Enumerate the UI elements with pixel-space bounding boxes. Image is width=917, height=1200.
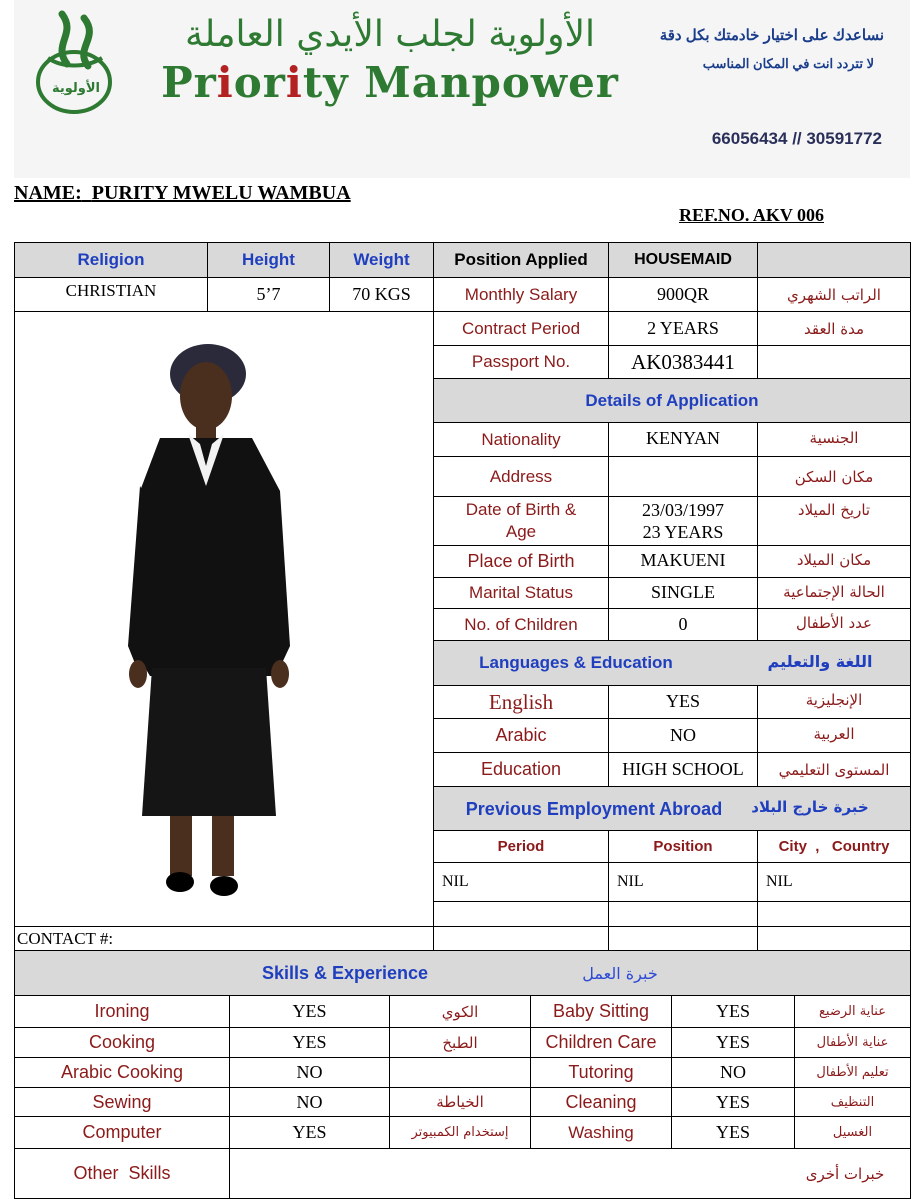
- company-logo-emblem: [22, 4, 132, 124]
- skill-arabic-computer: إستخدام الكمبيوتر: [411, 1125, 509, 1140]
- phone-numbers: 66056434 // 30591772: [711, 129, 882, 148]
- weight-value: 70 KGS: [352, 284, 411, 304]
- skill-label-arabic-cooking: Arabic Cooking: [60, 1062, 184, 1082]
- skill-value-washing: YES: [715, 1122, 750, 1142]
- skill-value-computer: YES: [292, 1122, 327, 1142]
- education-arabic: المستوى التعليمي: [778, 760, 890, 779]
- skill-label-tutoring: Tutoring: [568, 1062, 634, 1082]
- nationality-label: Nationality: [481, 429, 561, 449]
- monthly-salary-label: Monthly Salary: [464, 284, 578, 304]
- religion-header: Religion: [77, 250, 145, 269]
- skill-arabic-children-care: عناية الأطفال: [816, 1035, 889, 1050]
- city-country-column-header: City , Country: [778, 838, 890, 855]
- company-name-english: Priority Manpower: [161, 58, 619, 107]
- place-of-birth-label: Place of Birth: [467, 551, 575, 571]
- skill-label-cleaning: Cleaning: [565, 1091, 637, 1112]
- skill-value-tutoring: NO: [720, 1062, 746, 1082]
- marital-status-value: SINGLE: [651, 581, 715, 602]
- religion-value: CHRISTIAN: [65, 281, 157, 300]
- applicant-name: NAME: PURITY MWELU WAMBUA: [14, 182, 351, 204]
- height-header: Height: [242, 250, 295, 269]
- skill-value-children-care: YES: [715, 1032, 750, 1052]
- reference-number: REF.NO. AKV 006: [678, 205, 824, 225]
- passport-label: Passport No.: [471, 352, 571, 371]
- skill-arabic-ironing: الكوي: [441, 1002, 479, 1021]
- skill-label-children-care: Children Care: [545, 1032, 657, 1052]
- nationality-arabic: الجنسية: [809, 429, 859, 447]
- arabic-arabic: العربية: [813, 725, 855, 743]
- contract-period-arabic: مدة العقد: [804, 319, 864, 338]
- passport-value: AK0383441: [631, 349, 735, 374]
- contract-period-value: 2 YEARS: [647, 318, 719, 338]
- place-of-birth-value: MAKUENI: [640, 549, 726, 570]
- skill-label-ironing: Ironing: [94, 1001, 150, 1021]
- other-skills-arabic: خبرات أخرى: [805, 1164, 885, 1183]
- contract-period-label: Contract Period: [461, 318, 581, 338]
- arabic-label: Arabic: [495, 725, 547, 745]
- employment-section-title-arabic: خبرة خارج البلاد: [751, 798, 869, 816]
- marital-status-arabic: الحالة الإجتماعية: [783, 583, 885, 601]
- skill-value-baby-sitting: YES: [715, 1001, 750, 1021]
- monthly-salary-arabic: الراتب الشهري: [787, 285, 881, 304]
- skill-arabic-baby-sitting: عناية الرضيع: [819, 1004, 886, 1019]
- employment-period-value: NIL: [442, 873, 469, 890]
- address-label: Address: [489, 466, 553, 486]
- marital-status-label: Marital Status: [469, 583, 573, 602]
- skill-label-cooking: Cooking: [88, 1032, 156, 1052]
- employment-section-title: Previous Employment Abroad: [465, 799, 723, 819]
- english-label: English: [488, 689, 554, 714]
- arabic-value: NO: [670, 725, 696, 745]
- address-arabic: مكان السكن: [794, 467, 874, 486]
- skill-value-cleaning: YES: [715, 1091, 750, 1112]
- dob-value: 23/03/1997 23 YEARS: [641, 500, 724, 542]
- skills-section-title: Skills & Experience: [261, 962, 429, 983]
- children-value: 0: [678, 614, 688, 634]
- skill-value-arabic-cooking: NO: [296, 1062, 323, 1082]
- dob-arabic: تاريخ الميلاد: [797, 501, 871, 519]
- skill-value-sewing: NO: [296, 1091, 323, 1112]
- contact-label: CONTACT #:: [17, 928, 114, 948]
- position-applied-value: HOUSEMAID: [634, 251, 732, 268]
- nationality-value: KENYAN: [646, 427, 720, 448]
- languages-section-title-arabic: اللغة والتعليم: [767, 651, 873, 671]
- skill-value-ironing: YES: [292, 1001, 327, 1021]
- details-section-title: Details of Application: [585, 390, 759, 410]
- dob-label: Date of Birth & Age: [465, 500, 577, 541]
- education-value: HIGH SCHOOL: [622, 759, 744, 779]
- other-skills-label: Other Skills: [73, 1163, 171, 1183]
- skills-section-title-arabic: خبرة العمل: [582, 963, 658, 983]
- children-arabic: عدد الأطفال: [796, 614, 872, 632]
- skill-arabic-cleaning: التنظيف: [830, 1094, 875, 1110]
- address-value: [609, 457, 757, 496]
- skill-label-washing: Washing: [568, 1122, 634, 1142]
- skill-label-computer: Computer: [82, 1122, 162, 1142]
- employment-city-value: NIL: [766, 873, 793, 890]
- skill-value-cooking: YES: [292, 1032, 327, 1052]
- skill-arabic-sewing: الخياطة: [436, 1093, 484, 1111]
- company-name-arabic: الأولوية لجلب الأيدي العاملة: [184, 14, 596, 55]
- languages-section-title: Languages & Education: [479, 653, 673, 672]
- employment-position-value: NIL: [617, 873, 644, 890]
- education-label: Education: [480, 759, 562, 779]
- skill-arabic-arabic-cooking: [390, 1058, 530, 1087]
- position-applied-header: Position Applied: [454, 250, 588, 269]
- height-value: 5’7: [256, 284, 281, 304]
- monthly-salary-value: 900QR: [656, 284, 709, 304]
- english-value: YES: [665, 690, 700, 711]
- children-label: No. of Children: [464, 614, 578, 634]
- logo-text: الأولوية: [51, 81, 101, 96]
- tagline-arabic-2: لا تتردد انت في المكان المناسب: [702, 56, 874, 71]
- weight-header: Weight: [353, 250, 410, 269]
- skill-arabic-cooking: الطبخ: [442, 1033, 478, 1052]
- position-column-header: Position: [653, 838, 713, 855]
- skill-arabic-tutoring: تعليم الأطفال: [816, 1065, 889, 1080]
- english-arabic: الإنجليزية: [805, 691, 863, 709]
- period-column-header: Period: [497, 838, 545, 855]
- tagline-arabic-1: نساعدك على اختيار خادمتك بكل دقة: [659, 27, 884, 44]
- place-of-birth-arabic: مكان الميلاد: [796, 551, 872, 569]
- applicant-photo: [40, 316, 378, 906]
- skill-label-sewing: Sewing: [92, 1091, 152, 1112]
- skill-label-baby-sitting: Baby Sitting: [552, 1001, 650, 1021]
- skill-arabic-washing: الغسيل: [832, 1125, 873, 1140]
- applicant-figure: [40, 316, 378, 906]
